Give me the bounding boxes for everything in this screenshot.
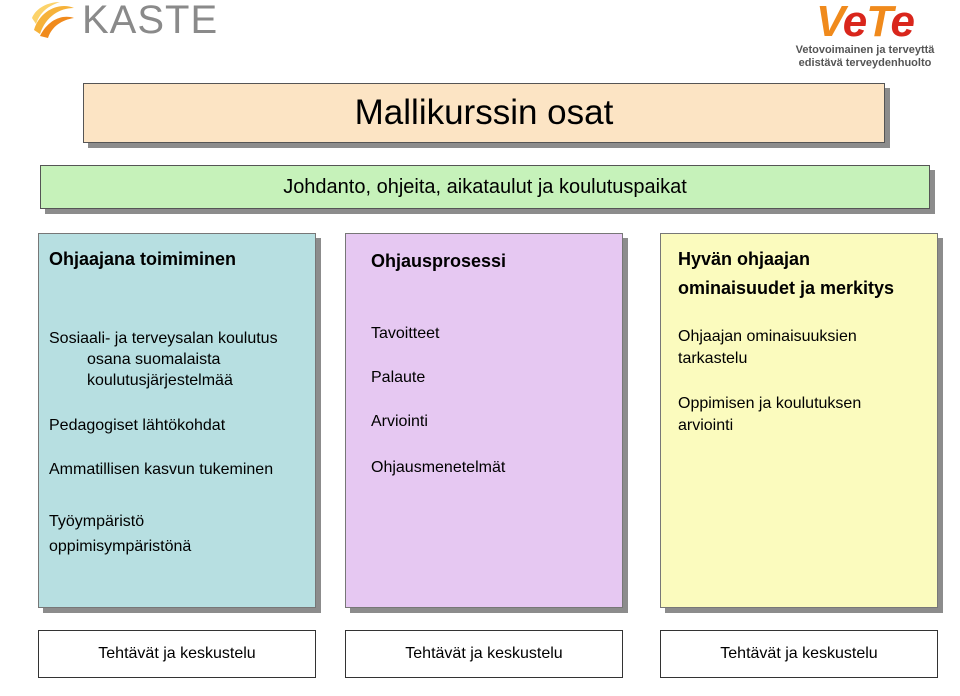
list-item: koulutusjärjestelmää <box>87 372 233 389</box>
column-heading-line-1: Hyvän ohjaajan <box>678 249 811 269</box>
list-item: Palaute <box>371 369 426 386</box>
column-heading: Ohjausprosessi <box>371 251 507 271</box>
kaste-logo <box>30 0 230 42</box>
list-item: Työympäristö <box>49 513 145 530</box>
intro-text: Johdanto, ohjeita, aikataulut ja koulutuspaikat <box>283 175 687 198</box>
task-box-1 <box>38 630 316 678</box>
title-box <box>83 83 885 143</box>
list-item: tarkastelu <box>678 350 748 367</box>
list-item: arviointi <box>678 417 734 434</box>
list-item: Ohjausmenetelmät <box>371 459 506 476</box>
list-item: Oppimisen ja koulutuksen <box>678 395 862 412</box>
kaste-wordmark: KASTE <box>82 0 219 42</box>
column-hyvan-ohjaajan-ominaisuudet <box>660 233 938 608</box>
list-item: Ohjaajan ominaisuuksien <box>678 328 857 345</box>
task-box-2 <box>345 630 623 678</box>
page-title: Mallikurssin osat <box>354 93 614 132</box>
vete-tagline-1: Vetovoimainen ja terveyttä <box>795 44 935 56</box>
column-ohjausprosessi <box>345 233 623 608</box>
list-item: Tavoitteet <box>371 325 440 342</box>
column-ohjaajana-toimiminen <box>38 233 316 608</box>
task-label: Tehtävät ja keskustelu <box>720 645 878 662</box>
vete-wordmark: VeTe <box>816 0 914 46</box>
list-item: osana suomalaista <box>87 351 221 368</box>
list-item: oppimisympäristönä <box>49 538 192 555</box>
task-label: Tehtävät ja keskustelu <box>98 645 256 662</box>
task-box-3 <box>660 630 938 678</box>
list-item: Ammatillisen kasvun tukeminen <box>49 461 274 478</box>
list-item: Sosiaali- ja terveysalan koulutus <box>49 330 278 347</box>
vete-tagline-2: edistävä terveydenhuolto <box>798 57 932 69</box>
kaste-swirl-icon <box>30 0 76 40</box>
column-heading: Ohjaajana toimiminen <box>49 249 237 269</box>
list-item: Arviointi <box>371 413 428 430</box>
task-label: Tehtävät ja keskustelu <box>405 645 563 662</box>
vete-logo <box>790 0 940 70</box>
column-heading-line-2: ominaisuudet ja merkitys <box>678 278 895 298</box>
intro-box <box>40 165 930 209</box>
list-item: Pedagogiset lähtökohdat <box>49 417 226 434</box>
